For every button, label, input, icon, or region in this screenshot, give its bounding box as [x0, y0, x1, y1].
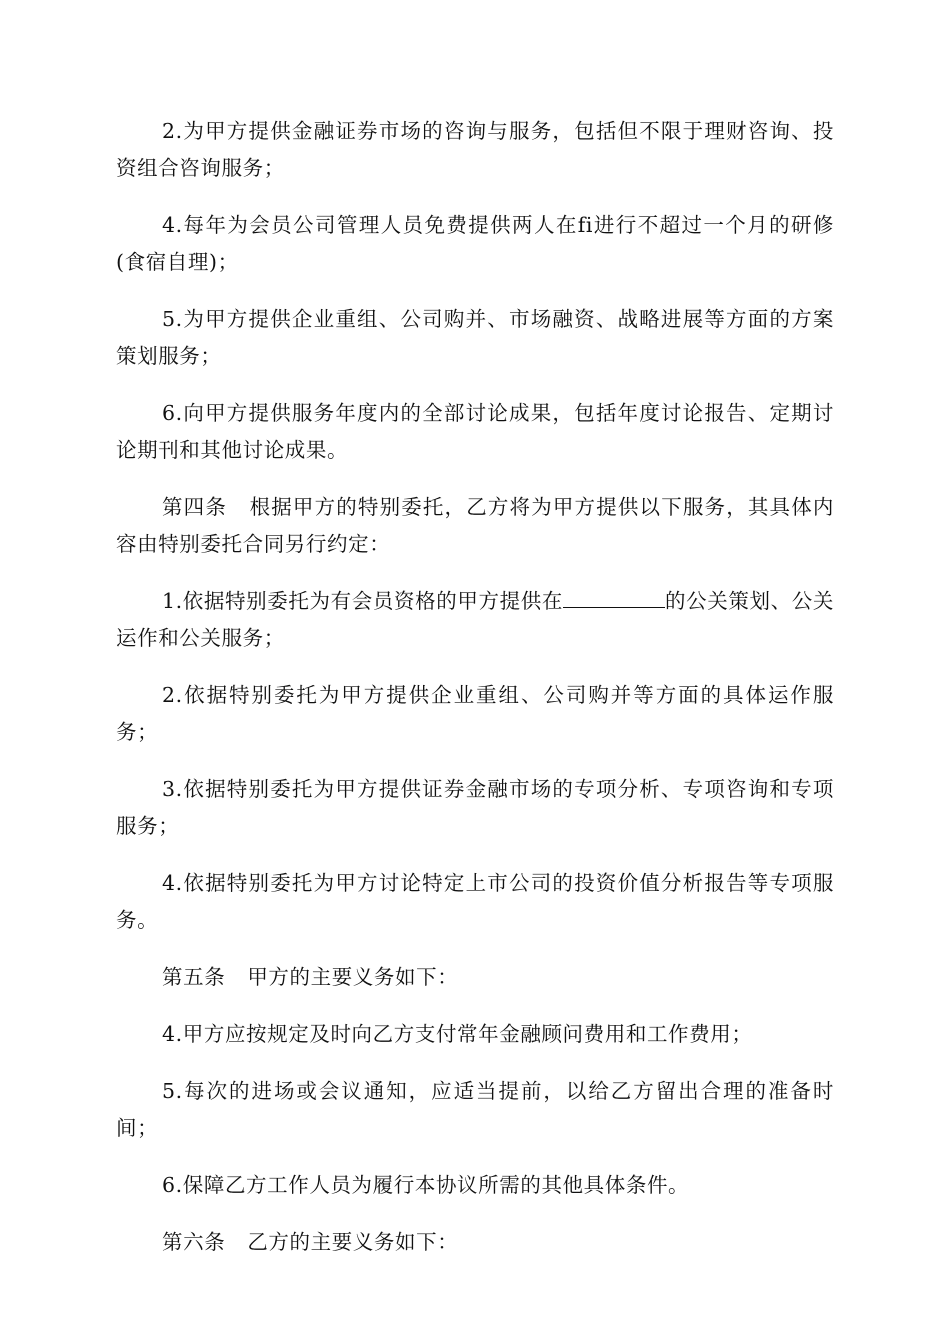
paragraph-text: 1.依据特别委托为有会员资格的甲方提供在 — [162, 589, 563, 613]
article-heading: 第四条 — [162, 495, 227, 519]
paragraph-text: 4.依据特别委托为甲方讨论特定上市公司的投资价值分析报告等专项服务。 — [116, 871, 834, 932]
paragraph — [116, 301, 834, 375]
paragraph-text: 的公关策划、公关运作和公关服务； — [116, 589, 834, 650]
paragraph-text: 5.为甲方提供企业重组、公司购并、市场融资、战略进展等方面的方案策划服务； — [116, 307, 834, 368]
fill-in-blank — [563, 585, 665, 608]
article-paragraph — [116, 489, 834, 563]
paragraph-with-blank — [116, 583, 834, 657]
document-body — [116, 113, 834, 1281]
paragraph-text: 6.向甲方提供服务年度内的全部讨论成果，包括年度讨论报告、定期讨论期刊和其他讨论成果。 — [116, 401, 834, 462]
paragraph-text: 6.保障乙方工作人员为履行本协议所需的其他具体条件。 — [162, 1173, 690, 1197]
paragraph — [116, 771, 834, 845]
paragraph — [116, 1073, 834, 1147]
paragraph-text: 2.为甲方提供金融证券市场的咨询与服务，包括但不限于理财咨询、投资组合咨询服务； — [116, 119, 834, 180]
paragraph-text: 甲方的主要义务如下： — [247, 965, 459, 989]
paragraph — [116, 865, 834, 939]
article-heading: 第五条 — [162, 965, 226, 989]
paragraph-text: 4.甲方应按规定及时向乙方支付常年金融顾问费用和工作费用； — [162, 1022, 753, 1046]
paragraph — [116, 1016, 834, 1053]
paragraph-text: 5.每次的进场或会议通知，应适当提前，以给乙方留出合理的准备时间； — [116, 1079, 834, 1140]
article-heading: 第六条 — [162, 1230, 226, 1254]
paragraph-text: 根据甲方的特别委托，乙方将为甲方提供以下服务，其具体内容由特别委托合同另行约定： — [116, 495, 834, 556]
paragraph-text: 2.依据特别委托为甲方提供企业重组、公司购并等方面的具体运作服务； — [116, 683, 834, 744]
paragraph — [116, 1167, 834, 1204]
article-paragraph — [116, 1224, 834, 1261]
paragraph-text: 3.依据特别委托为甲方提供证券金融市场的专项分析、专项咨询和专项服务； — [116, 777, 834, 838]
paragraph — [116, 677, 834, 751]
paragraph — [116, 113, 834, 187]
paragraph — [116, 395, 834, 469]
article-paragraph — [116, 959, 834, 996]
paragraph-text: 乙方的主要义务如下： — [247, 1230, 459, 1254]
paragraph — [116, 207, 834, 281]
paragraph-text: 4.每年为会员公司管理人员免费提供两人在fi进行不超过一个月的研修(食宿自理)； — [116, 213, 834, 274]
